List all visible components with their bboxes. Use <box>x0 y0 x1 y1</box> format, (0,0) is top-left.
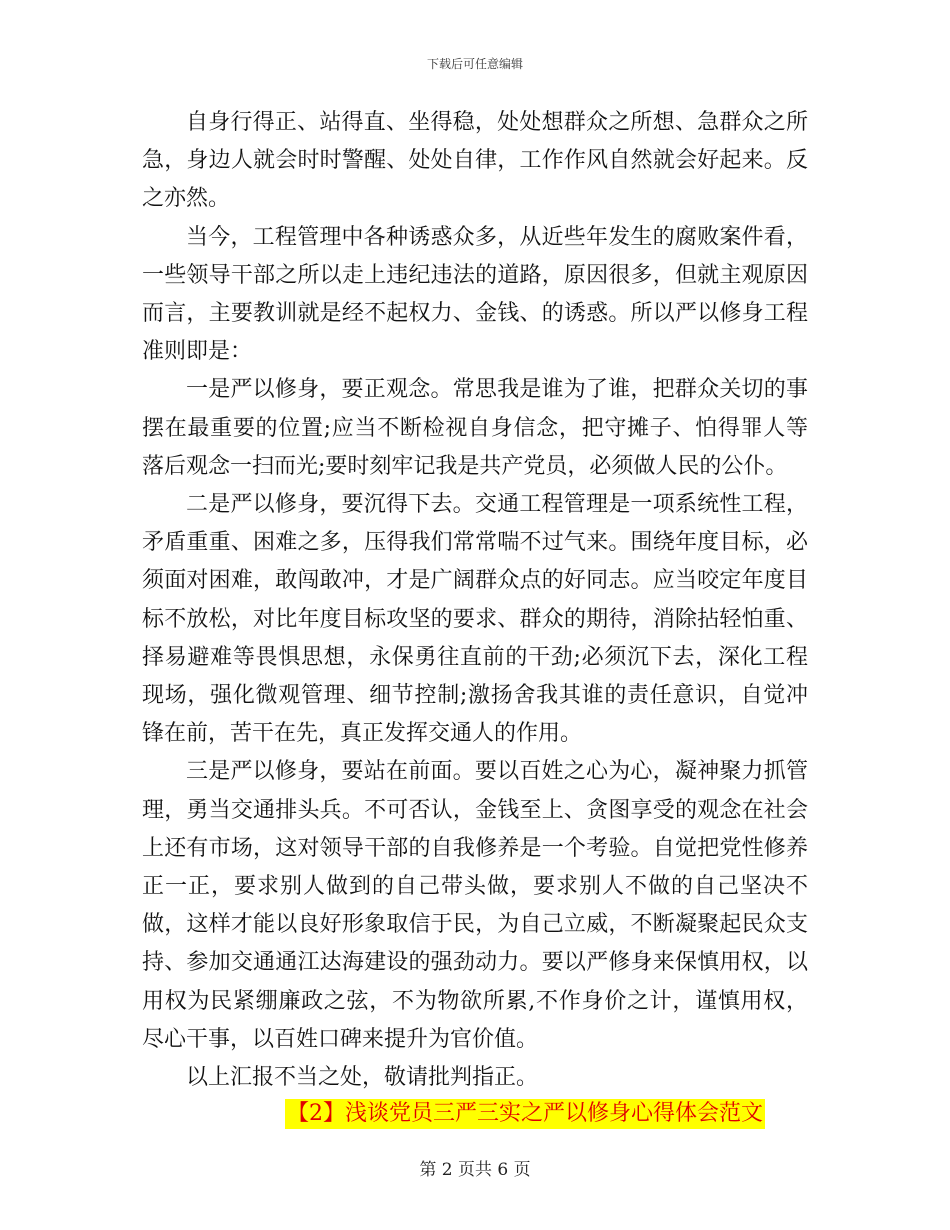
paragraph-3: 一是严以修身，要正观念。常思我是谁为了谁，把群众关切的事摆在最重要的位置;应当不断检视自身信念，把守摊子、怕得罪人等落后观念一扫而光;要时刻牢记我是共产党员，必须做人民的公仆。 <box>142 377 808 479</box>
section-heading: 【2】浅谈党员三严三实之严以修身心得体会范文 <box>285 1099 765 1129</box>
page-header: 下载后可任意编辑 <box>426 57 523 71</box>
document-body <box>142 104 808 1129</box>
section-heading-wrap <box>142 1099 808 1129</box>
paragraph-4: 二是严以修身，要沉得下去。交通工程管理是一项系统性工程，矛盾重重、困难之多，压得我们常常喘不过气来。围绕年度目标，必须面对困难，敢闯敢冲，才是广阔群众点的好同志。应当咬定年度目标不放松，对比年度目标攻坚的要求、群众的期待，消除拈轻怕重、择易避难等畏惧思想，永保勇往直前的干劲;必须沉下去，深化工程现场，强化微观管理、细节控制;激扬舍我其谁的责任意识，自觉冲锋在前，苦干在先，真正发挥交通人的作用。 <box>142 492 808 747</box>
page-number: 第 2 页共 6 页 <box>419 1160 531 1180</box>
paragraph-5: 三是严以修身，要站在前面。要以百姓之心为心，凝神聚力抓管理，勇当交通排头兵。不可否认，金钱至上、贪图享受的观念在社会上还有市场，这对领导干部的自我修养是一个考验。自觉把党性修养正一正，要求别人做到的自己带头做，要求别人不做的自己坚决不做，这样才能以良好形象取信于民，为自己立威，不断凝聚起民众支持、参加交通通江达海建设的强劲动力。要以严修身来保慎用权，以用权为民紧绷廉政之弦，不为物欲所累,不作身价之计，谨慎用权，尽心干事，以百姓口碑来提升为官价值。 <box>142 759 808 1052</box>
paragraph-6: 以上汇报不当之处，敬请批判指正。 <box>186 1065 539 1091</box>
paragraph-2: 当今，工程管理中各种诱惑众多，从近些年发生的腐败案件看，一些领导干部之所以走上违纪违法的道路，原因很多，但就主观原因而言，主要教训就是经不起权力、金钱、的诱惑。所以严以修身工程准则即是： <box>142 224 808 365</box>
paragraph-1: 自身行得正、站得直、坐得稳，处处想群众之所想、急群众之所急，身边人就会时时警醒、处处自律，工作作风自然就会好起来。反之亦然。 <box>142 110 808 212</box>
